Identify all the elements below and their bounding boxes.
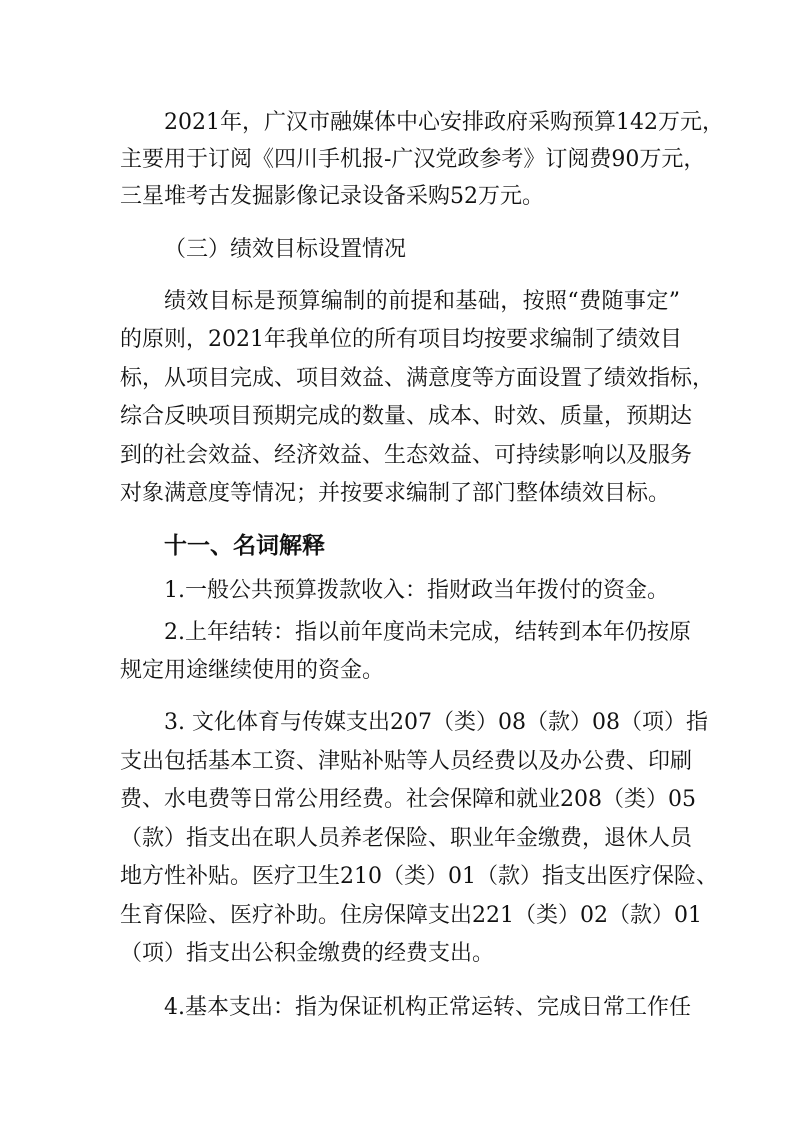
paragraph-budget-line-3: 三星堆考古发掘影像记录设备采购52万元。 bbox=[120, 184, 544, 209]
subheading-performance-goals: （三）绩效目标设置情况 bbox=[164, 237, 407, 262]
glossary-item-3-line-4: （款）指支出在职人员养老保险、职业年金缴费，退休人员 bbox=[120, 826, 693, 851]
paragraph-performance-line-2: 的原则，2021年我单位的所有项目均按要求编制了绩效目 bbox=[120, 327, 682, 352]
paragraph-performance-line-5: 到的社会效益、经济效益、生态效益、可持续影响以及服务 bbox=[120, 443, 693, 468]
glossary-item-3-line-5: 地方性补贴。医疗卫生210（类）01（款）指支出医疗保险、 bbox=[120, 864, 718, 889]
glossary-item-3-line-7: （项）指支出公积金缴费的经费支出。 bbox=[120, 941, 495, 966]
glossary-item-2-line-2: 规定用途继续使用的资金。 bbox=[120, 658, 385, 683]
glossary-item-3-line-3: 费、水电费等日常公用经费。社会保障和就业208（类）05 bbox=[120, 787, 696, 812]
glossary-item-4-line-1: 4.基本支出：指为保证机构正常运转、完成日常工作任 bbox=[164, 995, 691, 1020]
paragraph-budget-line-2: 主要用于订阅《四川手机报-广汉党政参考》订阅费90万元， bbox=[120, 147, 706, 172]
paragraph-performance-line-1: 绩效目标是预算编制的前提和基础，按照“费随事定” bbox=[164, 289, 680, 314]
paragraph-budget-line-1: 2021年，广汉市融媒体中心安排政府采购预算142万元， bbox=[164, 110, 724, 135]
paragraph-performance-line-4: 综合反映项目预期完成的数量、成本、时效、质量，预期达 bbox=[120, 404, 693, 429]
glossary-item-2-line-1: 2.上年结转：指以前年度尚未完成，结转到本年仍按原 bbox=[164, 620, 691, 645]
glossary-item-3-line-2: 支出包括基本工资、津贴补贴等人员经费以及办公费、印刷 bbox=[120, 749, 693, 774]
glossary-item-3-line-6: 生育保险、医疗补助。住房保障支出221（类）02（款）01 bbox=[120, 903, 702, 928]
paragraph-performance-line-6: 对象满意度等情况；并按要求编制了部门整体绩效目标。 bbox=[120, 481, 671, 506]
glossary-item-3-line-1: 3. 文化体育与传媒支出207（类）08（款）08（项）指 bbox=[164, 710, 708, 735]
paragraph-performance-line-3: 标，从项目完成、项目效益、满意度等方面设置了绩效指标， bbox=[120, 366, 715, 391]
section-heading-glossary: 十一、名词解释 bbox=[164, 533, 325, 559]
glossary-item-1: 1.一般公共预算拨款收入：指财政当年拨付的资金。 bbox=[164, 578, 669, 603]
